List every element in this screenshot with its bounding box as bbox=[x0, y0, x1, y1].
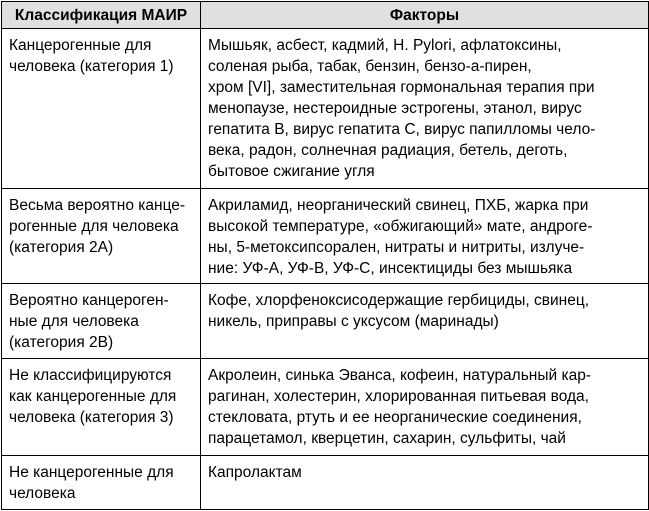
factors-cell bbox=[201, 29, 649, 189]
category-cell bbox=[2, 284, 201, 359]
table-row bbox=[2, 29, 649, 189]
factors-cell bbox=[201, 189, 649, 284]
factors-text: Акриламид, неорганический свинец, ПХБ, жарка при высокой температуре, «обжигающий» мате, андроге- ны, 5-метоксипсорален, нитраты и нитриты, излуче- ние: УФ-А, УФ-В, УФ-С, инсектициды без мышьяка bbox=[208, 197, 593, 278]
factors-cell bbox=[201, 358, 649, 455]
table-row bbox=[2, 189, 649, 284]
header-row bbox=[2, 2, 649, 29]
category-text: Канцерогенные для человека (категория 1) bbox=[9, 37, 174, 75]
category-cell bbox=[2, 455, 201, 509]
header-classification: Классификация МАИР bbox=[2, 2, 201, 29]
factors-text: Мышьяк, асбест, кадмий, H. Pylori, афлатоксины, соленая рыба, табак, бензин, бензо-а-пирен, хром [VI], заместительная гормональная терапия при менопаузе, нестероидные эстрогены, этанол, вирус гепатита В, вирус гепатита С, вирус папилломы чело- века, радон, солнечная радиация, бетель, деготь, бытовое сжигание угля bbox=[208, 37, 596, 180]
category-cell bbox=[2, 29, 201, 189]
iarc-classification-table bbox=[1, 1, 649, 510]
category-text: Весьма вероятно канце- рогенные для человека (категория 2А) bbox=[9, 197, 186, 257]
factors-text: Акролеин, синька Эванса, кофеин, натуральный кар- рагинан, холестерин, хлорированная питьевая вода, стекловата, ртуть и ее неорганические соединения, парацетамол, кверцетин, сахарин, сульфиты, чай bbox=[208, 366, 591, 447]
category-cell bbox=[2, 358, 201, 455]
factors-text: Кофе, хлорфеноксисодержащие гербициды, свинец, никель, приправы с уксусом (маринады) bbox=[208, 292, 590, 331]
header-factors: Факторы bbox=[201, 2, 649, 29]
category-text: Вероятно канцероген- ные для человека (категория 2В) bbox=[9, 292, 169, 352]
factors-cell bbox=[201, 455, 649, 509]
factors-text: Капролактам bbox=[208, 463, 302, 481]
table-row bbox=[2, 284, 649, 359]
table-row bbox=[2, 358, 649, 455]
factors-cell bbox=[201, 284, 649, 359]
category-cell bbox=[2, 189, 201, 284]
category-text: Не классифицируются как канцерогенные для человека (категория 3) bbox=[9, 366, 177, 426]
category-text: Не канцерогенные для человека bbox=[9, 463, 174, 502]
table-row bbox=[2, 455, 649, 509]
